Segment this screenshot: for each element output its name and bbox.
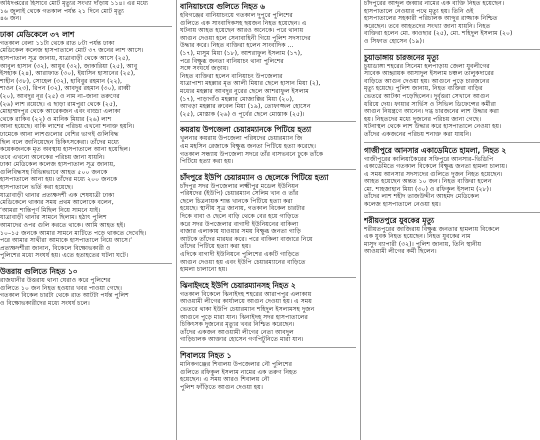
text-line: ১৬ জুলাই থেকে গতকাল পর্যন্ত ২১ দিনে মোট মৃত্যু (0, 7, 124, 15)
article-body (0, 40, 172, 260)
text-line: কয়েকজনকে মৃত অবস্থায় হাসপাতালে আনা হয়েছিল। (0, 146, 131, 154)
text-line: তবে এখনো অনেকের পরিচয় জানা যায়নি। (0, 153, 105, 161)
text-line: আওয়ামী লীগের কর্মী ছিলেন। (364, 248, 437, 256)
section-divider (364, 212, 540, 213)
text-line: বাড়িতে আগুন দেওয়া হয়। আগুনে পুড়ে চারজনের (364, 77, 490, 85)
text-line: চিকিৎসক দুজনের মৃত্যুর খবর নিশ্চিত করেছেন। (180, 321, 295, 329)
text-line: আহত হয়েছেন অন্তত ১০ জন। নিহত ব্যক্তিরা হলেন (364, 178, 492, 186)
text-line: এম মহসিন রেজাকে বিক্ষুব্ধ জনতা পিটিয়ে হত্যা করেছে। (180, 142, 316, 150)
text-line: গাড়িচালক আক্তার হোসেন গণপিটুনিতে মারা যান। (180, 336, 304, 344)
text-line: দিকে বাবা ও ছেলে বাড়ি থেকে বের হয়ে গাড়িতে (180, 213, 299, 221)
column-left (0, 0, 172, 440)
section-divider (180, 169, 356, 170)
text-line: চাঁদপুরের আব্দুল জব্বার নামের এক ব্যক্তি নিহত হয়েছেন। (364, 0, 505, 7)
text-line: শরীয়তপুরের জাজিরায় বিক্ষুব্ধ জনতার হামলায় বিকেলে (364, 225, 500, 233)
article-body (364, 226, 540, 256)
column-middle (180, 0, 356, 440)
article-body (180, 291, 356, 344)
article-gazipur (364, 146, 540, 209)
text-line: (১৭), মাসুম মিয়া (১৮), আশরাফুল ইসলাম (১৭), (180, 49, 303, 57)
text-line: একাডেমিতে গতকাল বিকেলে বিক্ষুব্ধ জনতা হামলা চালায়। (364, 163, 508, 171)
section-divider (364, 142, 540, 143)
text-line: আটকে তাঁদের মারধর করে। পরে বাকিলা বাজারে নিয়ে (180, 235, 313, 243)
article-body (180, 135, 356, 165)
article-body (180, 183, 356, 274)
article-body (180, 361, 356, 391)
text-line: (১৭), পাড়াগাঁও মহল্লার মোজাক্কির মিয়া (২০), (180, 95, 294, 103)
text-line: গাজীপুরের কালিয়াকৈরের সফিপুরে আনসার–ভিডিপি (364, 155, 494, 163)
text-line: গতকাল সন্ধ্যায় উপজেলা সদরে তাঁর বাসভবনে ঢুকে তাঁকে (180, 150, 324, 158)
text-line: সঙ্গে সংঘর্ষে জড়ায়। (180, 65, 229, 73)
intro-paragraph (364, 0, 540, 46)
article-dhaka (0, 30, 172, 260)
text-line: মেডিকেল কলেজ হাসপাতালে মোট ৩৭ জনের লাশ আসে। (0, 47, 144, 55)
text-line: আওয়ামী লীগের কার্যালয়ে আগুন দেওয়া হয়। এ সময় (180, 298, 312, 306)
text-line: ঢামেকে আনা লাশগুলোর বেশির ভাগই গুলিবিদ্ধ (0, 130, 119, 138)
text-line: মাসুদ ব্যাপারী (৩২)। পুলিশ জানায়, তিনি স্থানীয় (364, 240, 482, 248)
text-line: প্রত্যক্ষদর্শীরা জানান, বিকেলে বিক্ষোভকারী ও (0, 244, 111, 252)
text-line: আখড়া মহল্লার রুবেল মিয়া (১৯), তোফাজ্জল হোসেন (180, 103, 311, 111)
text-line: এদিকে বাগাদী ইউনিয়নে পুলিশের একটি গাড়িতে (180, 251, 300, 259)
text-line: মধ্যের মহল্লার আবদুর নুরের ছেলে আশরাফুল ইসলাম (180, 87, 309, 95)
text-line: ছেলে চিত্রনায়ক শান্ত খানকে পিটিয়ে হত্যা করা (180, 197, 293, 205)
text-line: করেছেন। তবে আহতদের সংখ্যা জানা যায়নি। নিহত (364, 22, 491, 30)
text-line: থেকে রাকিব (২২) ও মানিক মিয়ার (২৬) লাশ (0, 115, 112, 123)
section-divider (180, 277, 356, 278)
text-line: হাসপাতালে আনা হয়। তাঁদের মধ্যে ২০০ জনকে (0, 176, 118, 184)
section-divider (0, 263, 172, 264)
text-line: পরিষদের (ইউপি) চেয়ারম্যান সেলিম খান ও তাঁর (180, 190, 299, 198)
article-body (364, 0, 540, 46)
text-line: আবুল হাসান (৩২), আয়ুব (৩২), জাকারিয়া (২৫), আবু (0, 62, 138, 70)
text-line: আগুনে পুড়ে মারা যান। ঝিনাইদহ সদর হাসপাতালের (180, 313, 308, 321)
text-line: এ সময় আনসার সদস্যদের গুলিতে দুজন নিহত হয়েছেন। (364, 170, 503, 178)
article-uttara (0, 267, 172, 307)
text-line: গুলিতে ১০ জন নিহত হওয়ার খবর পাওয়া গেছে। (0, 284, 122, 292)
headline: শিবালয়ে নিহত ১ (180, 350, 232, 360)
text-line: আগুন দেওয়া হয় এবং ইউপি চেয়ারম্যানের বাড়িতে (180, 258, 306, 266)
intro-paragraph (0, 0, 172, 23)
text-line: মোহাম্মদপুর থেকে আরেকজন এবং বাড্ডা এলাকা (0, 108, 121, 116)
headline: ঢাকা মেডিকেলে ৩৭ লাশ (0, 29, 75, 39)
article-body (364, 63, 540, 139)
text-line: হয়েছেন। এ সময় আরও শিবালয় নৌ (180, 376, 270, 384)
text-line: পুলিশের মধ্যে সংঘর্ষ হয়। এতে হতাহতের ঘটনা ঘটে। (0, 252, 129, 260)
headline: উত্তরায় গুলিতে নিহত ১০ (0, 267, 78, 276)
text-line: ভেতরে থাকা ইউপি চেয়ারম্যান শহিদুল ইসলামসহ দুজন (180, 306, 315, 313)
text-line: তাঁদের লাশ শহীদ তাজউদ্দীন আহমদ মেডিকেল (364, 193, 480, 201)
text-line: হবিগঞ্জের বানিয়াচংয়ে গতকাল দুপুরে পুলিশের (180, 12, 293, 19)
article-chandpur (180, 173, 356, 274)
text-line: পুলিশ ফাঁড়িতে আগুন দেওয়া হয়। (180, 383, 264, 391)
text-line: ও সিফাত হোসেন (১৯)। (364, 37, 425, 45)
text-line: আমাদের ওপর গুলি করতে থাকে। আমি আহত হই। (0, 222, 126, 230)
text-line: পরে বিক্ষুব্ধ জনতা বানিয়াচং থানা পুলিশের (180, 57, 284, 65)
text-line: ইসহাক (২৪), আরাফাত (৩০), ইয়াসিন হাসানের (২৫), (0, 70, 136, 78)
text-line: (২০), আবদুর নূর (২৫) ও নাম না–জানা তরুণের (0, 92, 120, 100)
text-line: উদ্ধার করে। নিহত ব্যক্তিরা হলেন সাংবাদিক ... (180, 42, 294, 50)
text-line: মেডিকেলে থাকার সময় প্রথম আলোকে বলেন, (0, 199, 114, 207)
text-line: গতকাল বেলা ১১টা থেকে রাত ৮টা পর্যন্ত ঢাকা (0, 39, 115, 47)
text-line: পিটিয়ে হত্যা করা হয়। (180, 158, 234, 166)
text-line: মো. শাহজাহান মিয়া (৩০) ও রফিকুল ইসলাম (২৮)। (364, 185, 492, 193)
text-line: যাত্রাপাশা মহল্লার মৃত আলী মিয়ার ছেলে হাসান মিয়া (২), (180, 80, 321, 88)
text-line: (২৬) লাশ রয়েছে। এ ছাড়া রামপুরা থেকে (২৫), (0, 100, 118, 108)
text-line: নিহত ব্যক্তিরা হলেন বানিয়াচং উপজেলার (180, 72, 283, 80)
text-line: হাসপাতাল সূত্র জানায়, যাত্রাবাড়ী থেকে আসে (২৫), (0, 54, 131, 62)
column-divider (176, 0, 177, 440)
text-line: করে সদর উপজেলার বাগাদী ইউনিয়নের বাকিলা (180, 220, 299, 228)
headline: চাঁদপুরে ইউপি চেয়ারম্যান ও ছেলেকে পিটিয়ে হত্যা (180, 172, 329, 182)
article-shariatpur (364, 216, 540, 256)
text-line: ১০–১৫ জনকে আমার সামনে মাটিতে পড়ে থাকতে দেখেছি। (0, 229, 147, 237)
column-right (364, 0, 540, 440)
text-line: এক যুবক নিহত হয়েছেন। নিহত যুবকের নাম (364, 233, 471, 241)
section-divider (180, 347, 356, 348)
headline: ঝিনাইদহে ইউপি চেয়ারম্যানসহ নিহত ২ (180, 280, 296, 290)
text-line: আনা হয়েছে। বাকি লাশের পরিচয় এখনো শনাক্ত হয়নি। (0, 123, 135, 131)
text-line: তাঁদের একজন আওয়ামী লীগের নেতা আবদুল (180, 328, 294, 336)
article-shibalaya (180, 351, 356, 391)
text-line: হাসপাতালে ভর্তি করা হয়েছে। (0, 184, 73, 192)
text-line: ঘটনাস্থল থেকে লাশ উদ্ধার করে হাসপাতালে নেওয়া হয়। (364, 123, 502, 131)
text-line: যাত্রাবাড়ী থানার সামনে ছিলাম। হঠাৎ পুলিশ (0, 214, 107, 222)
text-line: ‘আমরা শান্তিপূর্ণ মিছিল নিয়ে সামনে যাই। (0, 206, 101, 214)
text-line: মৃত্যু হয়েছে। পুলিশ জানায়, নিহত ব্যক্তিরা বাড়ির (364, 85, 483, 93)
article-body (180, 12, 356, 118)
text-line: হয়। নিহতদের মধ্যে দুজনের পরিচয় জানা গেছে। (364, 115, 482, 123)
text-line: চাঁদপুর সদর উপজেলার লক্ষ্মীপুর মডেল ইউনিয়ন (180, 182, 299, 190)
article-baniachong (180, 2, 356, 118)
text-line: বাজার এলাকায় যাওয়ার সময় বিক্ষুব্ধ জনতা গাড়ি (180, 228, 301, 236)
text-line: ঘটনায় আহত হয়েছেন আরও অনেকে। পরে থানায় (180, 27, 304, 35)
text-line: ও বিক্ষোভকারীদের মধ্যে সংঘর্ষ চলে। (0, 299, 90, 307)
text-line: কলেজ হাসপাতালে নেওয়া হয়। (364, 201, 441, 209)
article-koyra (180, 125, 356, 165)
article-body (364, 156, 540, 209)
text-line: তাঁদের পিটিয়ে হত্যা করা হয়। (180, 243, 251, 251)
text-line: ছিল বলে জানিয়েছেন চিকিৎসকেরা। তাঁদের মধ্যে (0, 138, 119, 146)
text-line: চুয়াডাঙ্গা শহরের সিনেমা হলপাড়ায় জেলা যুবলীগের (364, 62, 490, 70)
text-line: গতকাল বিকেলে ঝিনাইদহ শহরের আরাপপুর এলাকায় (180, 290, 312, 298)
article-chuadanga (364, 53, 540, 139)
section-divider (180, 121, 356, 122)
headline: চুয়াডাঙ্গায় চারজনের মৃত্যু (364, 52, 439, 62)
text-line: তাঁদের একজনের পরিচয় শনাক্ত করা যায়নি। (364, 130, 472, 138)
headline: শরীয়তপুরে যুবকের মৃত্যু (364, 215, 435, 225)
text-line: সাবেক আহ্বায়ক আসাদুল ইসলাম চঞ্চল তালুকদারের (364, 70, 494, 78)
text-line: হাসপাতালে নেওয়ার পথে মৃত্যু হয়। তিনি ওই (364, 7, 474, 15)
text-line: হামলা চালানো হয়। (180, 266, 228, 274)
text-line: ঢাকা মেডিকেল কলেজ হাসপাতাল সূত্র জানায়, (0, 161, 116, 169)
text-line: ব্যক্তিরা হলেন মো. কাওছার (২৫), মো. শহিদুল ইসলাম (২০) (364, 30, 513, 38)
article-jhenaidah (180, 281, 356, 344)
text-line: হাসপাতালের সহকারী পরিচালক আব্দুর রাজ্জাক নিশ্চিত (364, 15, 498, 23)
article-body (0, 277, 172, 307)
text-line: আগুন দেওয়া হলে সেনাবাহিনী গিয়ে পুলিশ সদস্যদের (180, 34, 311, 42)
text-line: গতকাল বিকেল চারটা থেকে রাত আটটা পর্যন্ত পুলিশ (0, 292, 129, 300)
text-line: আগুন নিয়ন্ত্রণে আনেন। দগ্ধ চারজনের লাশ উদ্ধার করা (364, 108, 499, 116)
section-divider (0, 26, 172, 27)
column-divider (360, 0, 361, 440)
text-line: ধরিয়ে দেয়। ফায়ার সার্ভিস ও সিভিল ডিফেন্সের কর্মীরা (364, 100, 496, 108)
text-line: গুলিতে এক সাংবাদিকসহ ছয়জন নিহত হয়েছেন। এ (180, 19, 307, 27)
headline: গাজীপুরে আনসার একাডেমিতে হামলা, নিহত ২ (364, 145, 507, 155)
text-line: ভেতরে আটকা পড়েছিলেন। দুর্বৃত্তরা সেখানে আগুন (364, 92, 490, 100)
text-line: মানিকগঞ্জের শিবালয় উপজেলার নৌ পুলিশের (180, 360, 293, 368)
text-line: হয়েছে। স্থানীয় সূত্র জানায়, গতকাল বিকেল চারটার (180, 205, 305, 213)
text-line: খুলনার কয়রায় উপজেলা পরিষদের চেয়ারম্যান জি (180, 135, 303, 143)
headline: বানিয়াচংয়ে গুলিতে নিহত ৬ (180, 2, 265, 11)
headline: কয়রায় উপজেলা চেয়ারম্যানকে পিটিয়ে হত্যা (180, 125, 312, 135)
text-line: অধিদপ্তরের হিসাবে মোট মৃত্যুর সংখ্যা দাঁড়ায় ১১৪। এর মধ্যে (0, 0, 149, 7)
text-line: গুলিতে রফিকুল ইসলাম নামের এক তরুণ নিহত (180, 368, 297, 376)
text-line: গুলিবিদ্ধসহ বিভিন্নভাবে আহত ৫০০ জনকে (0, 168, 108, 176)
text-line: রাজধানীর উত্তরায় থানা ঘেরাও করে পুলিশের (0, 277, 111, 284)
text-line: ৪৬ জন। (0, 15, 22, 23)
text-line: পরে আমার সাথীরা আমাকে হাসপাতালে নিয়ে আসে।’ (0, 237, 133, 245)
text-line: শাহীন (৩৮), সোহেল (৩২), হাবিবুর রহমান (২২), (0, 77, 122, 85)
section-divider (364, 49, 540, 50)
text-line: যাত্রাবাড়ী থানার প্রত্যক্ষদর্শী এক শেষযাত্রী ঢাকা (0, 191, 115, 199)
text-line: শাওন (২৩), রিপন (৩২), আবদুর রহমান (৩০), রাব্বী (0, 85, 131, 93)
text-line: (২৫), মোস্তাক (২৬) ও পূর্বের ছেলে মোস্তাক (২৫)। (180, 110, 305, 118)
